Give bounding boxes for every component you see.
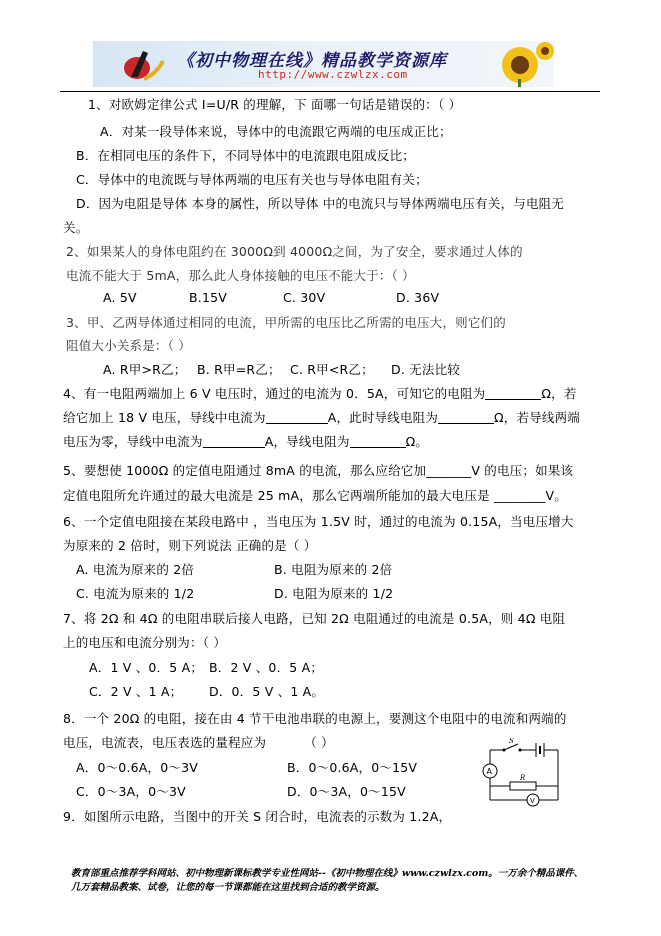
footer-line2: 几万套精品教案、试卷，让您的每一节课都能在这里找到合适的教学资源。 xyxy=(71,882,385,893)
q4-line2-text: 给它加上 18 V 电压，导线中电流为 xyxy=(63,410,266,425)
q4-line2-text2: A，此时导线电阻为 xyxy=(327,410,439,425)
q8-option-c: C．0～3A，0～3V xyxy=(76,784,186,799)
switch-label: S xyxy=(509,738,514,745)
resistor-label: R xyxy=(520,774,526,782)
q7-option-d: D．0．5 V 、1 A。 xyxy=(209,684,325,699)
q4-line1 xyxy=(63,384,577,402)
q6-line1: 6、一个定值电阻接在某段电路中 ，当电压为 1.5V 时，通过的电流为 0.15A，当电压增大 xyxy=(63,514,574,529)
q4-blank-resistance[interactable] xyxy=(485,387,541,400)
resistor-body xyxy=(510,782,536,790)
switch-contact xyxy=(519,749,522,752)
q7-line2: 上的电压和电流分别为：（ ） xyxy=(63,635,227,650)
q4-line3-text2: A，导线电阻为 xyxy=(264,434,350,449)
q6-option-c: C. 电流为原来的 1/2 xyxy=(76,586,195,601)
site-logo-icon xyxy=(111,41,181,87)
switch-pivot xyxy=(503,749,506,752)
q6-line2: 为原来的 2 倍时，则下列说法 正确的是（ ） xyxy=(63,538,317,553)
q1-option-a: A．对某一段导体来说，导体中的电流跟它两端的电压成正比； xyxy=(100,124,452,139)
banner-url: http://www.czwlzx.com xyxy=(258,68,408,81)
q4-blank-resistance2[interactable] xyxy=(438,411,494,424)
q7-option-a: A．1 V 、0．5 A； xyxy=(89,660,204,675)
q3-stem-line1: 3、甲、乙两导体通过相同的电流，甲所需的电压比乙所需的电压大，则它们的 xyxy=(66,315,506,330)
q1-option-b: B．在相同电压的条件下，不同导体中的电流跟电阻成反比； xyxy=(76,148,415,163)
q6-option-d: D. 电阻为原来的 1/2 xyxy=(274,586,394,601)
q4-line3-unit: Ω。 xyxy=(405,434,429,449)
q8-line2-paren: （ ） xyxy=(304,735,334,750)
header-rule xyxy=(60,91,600,92)
q9-line1: 9．如图所示电路，当图中的开关 S 闭合时，电流表的示数为 1.2A， xyxy=(63,809,452,824)
q7-option-c: C．2 V 、1 A； xyxy=(89,684,183,699)
header-banner xyxy=(93,41,554,87)
q4-blank-current[interactable] xyxy=(266,411,328,424)
q4-blank-current-zero[interactable] xyxy=(203,435,265,448)
q4-line3-text: 电压为零，导线中电流为 xyxy=(63,434,203,449)
q8-line2 xyxy=(63,733,334,751)
q3-option-d: D. 无法比较 xyxy=(391,362,460,377)
q3-option-a: A. R甲>R乙； xyxy=(103,362,187,377)
q8-line2-text: 电压，电流表，电压表选的量程应为 xyxy=(63,735,267,750)
footer-line1: 教育部重点推荐学科网站、初中物理新课标教学专业性网站--《初中物理在线》www.czwlzx.com。一万余个精品课件、 xyxy=(71,868,584,879)
q2-option-a: A. 5V xyxy=(103,290,137,305)
q8-line1: 8．一个 20Ω 的电阻，接在由 4 节干电池串联的电源上，要测这个电阻中的电流和两端的 xyxy=(63,711,567,726)
q6-option-a: A. 电流为原来的 2倍 xyxy=(76,562,195,577)
ammeter-label: A xyxy=(486,767,492,776)
q3-option-c: C. R甲<R乙； xyxy=(290,362,374,377)
voltmeter-label: V xyxy=(530,797,535,805)
q5-line1: 5、要想使 1000Ω 的定值电阻通过 8mA 的电流，那么应给它加_______V 的电压；如果该 xyxy=(63,463,574,478)
q3-stem-line2: 阻值大小关系是：（ ） xyxy=(66,338,191,353)
sunflower-icon xyxy=(485,41,554,87)
q1-option-d-line2: 关。 xyxy=(63,220,89,235)
q2-option-c: C. 30V xyxy=(283,290,326,305)
q2-option-b: B.15V xyxy=(189,290,228,305)
q4-line2-text3: Ω，若导线两端 xyxy=(494,410,580,425)
q4-blank-resistance-zero[interactable] xyxy=(350,435,406,448)
q2-option-d: D. 36V xyxy=(396,290,440,305)
q6-option-b: B. 电阻为原来的 2倍 xyxy=(274,562,393,577)
q2-stem-line2: 电流不能大于 5mA，那么此人身体接触的电压不能大于：（ ） xyxy=(66,268,415,283)
q2-stem-line1: 2、如果某人的身体电阻约在 3000Ω到 4000Ω之间，为了安全，要求通过人体的 xyxy=(66,244,523,259)
q1-option-d-line1: D．因为电阻是导体 本身的属性，所以导体 中的电流只与导体两端电压有关，与电阻无 xyxy=(76,196,565,211)
q8-option-b: B．0～0.6A，0～15V xyxy=(287,760,418,775)
q4-line3 xyxy=(63,432,428,450)
q3-option-b: B. R甲=R乙； xyxy=(197,362,281,377)
q7-option-b: B．2 V 、0．5 A； xyxy=(209,660,324,675)
q4-line1-unit: Ω，若 xyxy=(541,386,577,401)
q8-option-d: D．0～3A，0～15V xyxy=(287,784,406,799)
q1-stem: 1、对欧姆定律公式 I=U/R 的理解，下 面哪一句话是错误的：（ ） xyxy=(88,97,462,112)
q4-line2 xyxy=(63,408,580,426)
q8-option-a: A．0～0.6A，0～3V xyxy=(76,760,198,775)
q1-option-c: C．导体中的电流既与导体两端的电压有关也与导体电阻有关； xyxy=(76,172,428,187)
circuit-diagram xyxy=(474,738,568,820)
q4-line1-text: 4、有一电阻两端加上 6 V 电压时，通过的电流为 0．5A，可知它的电阻为 xyxy=(63,386,486,401)
banner-title: 《初中物理在线》精品教学资源库 xyxy=(177,51,447,71)
q7-line1: 7、将 2Ω 和 4Ω 的电阻串联后接人电路，已知 2Ω 电阻通过的电流是 0.5A，则 4Ω 电阻 xyxy=(63,611,566,626)
q5-line2: 定值电阻所允许通过的最大电流是 25 mA，那么它两端所能加的最大电压是 ________V。 xyxy=(63,488,568,503)
